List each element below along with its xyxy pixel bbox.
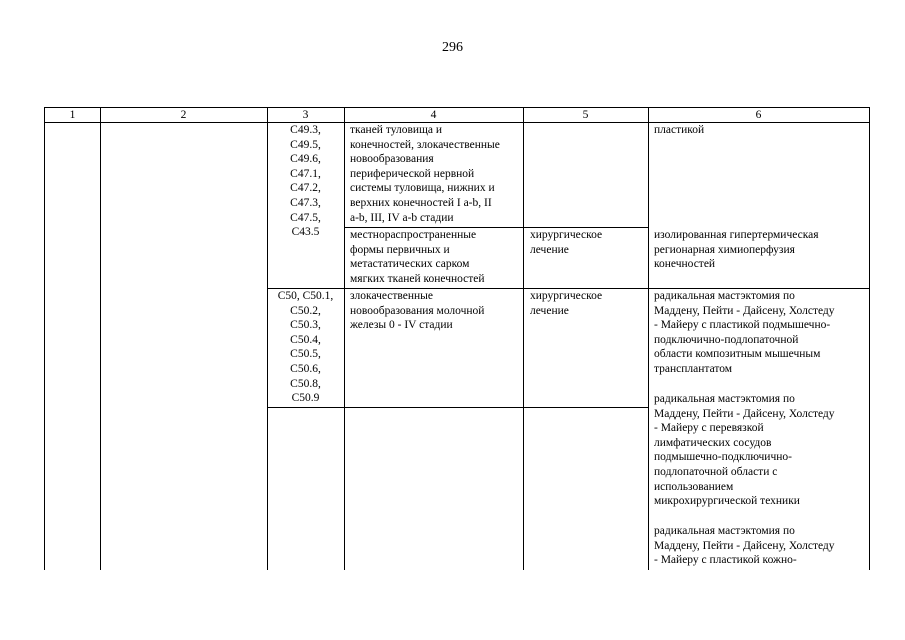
code-line: C50.9 [291, 392, 320, 405]
code-line: C47.5, [290, 211, 321, 224]
text-line: лечение [530, 304, 569, 317]
text-line: Маддену, Пейти - Дайсену, Холстеду [654, 539, 835, 552]
disease-cell [350, 289, 522, 333]
code-line: C47.1, [290, 167, 321, 180]
text-line: тканей туловища и [350, 124, 443, 136]
text-line: конечностей [654, 258, 716, 271]
text-line: - Майеру с пластикой кожно- [654, 554, 797, 567]
header-col-3: 3 [302, 109, 309, 121]
code-line: C43.5 [291, 226, 320, 239]
code-line: C50.5, [290, 348, 321, 361]
col-divider [100, 108, 101, 570]
text-line: - Майеру с перевязкой [654, 422, 764, 435]
text-line: конечностей, злокачественные [350, 138, 500, 151]
method-cell [654, 228, 866, 272]
header-col-1: 1 [69, 109, 76, 121]
text-line: регионарная химиоперфузия [654, 243, 795, 256]
code-line: C50.6, [290, 362, 321, 375]
treatment-cell [530, 289, 647, 318]
disease-cell [350, 228, 522, 286]
col-divider [344, 108, 345, 570]
header-col-2: 2 [180, 109, 187, 121]
treatment-cell [530, 228, 647, 257]
code-line: C50, C50.1, [277, 290, 334, 302]
text-line: лимфатических сосудов [654, 436, 772, 449]
code-line: C49.5, [290, 138, 321, 151]
text-line: лечение [530, 243, 569, 256]
code-line: C50.2, [290, 304, 321, 317]
code-line: C47.3, [290, 196, 321, 209]
text-line: микрохирургической техники [654, 495, 800, 508]
method-cell [654, 392, 866, 509]
disease-cell [350, 123, 522, 225]
page-number: 296 [442, 40, 463, 55]
code-line: C49.3, [290, 124, 321, 136]
text-line: хирургическое [530, 290, 603, 302]
text-line: мягких тканей конечностей [350, 272, 485, 285]
codes-cell [267, 123, 344, 240]
text-line: использованием [654, 480, 734, 493]
data-table [44, 107, 870, 570]
code-line: C50.3, [290, 319, 321, 332]
text-line: подмышечно-подключично- [654, 451, 792, 464]
text-line: радикальная мастэктомия по [654, 525, 795, 537]
code-line: C50.8, [290, 377, 321, 390]
col-divider [523, 108, 524, 570]
text-line: новообразования [350, 153, 434, 166]
text-line: верхних конечностей I a-b, II [350, 196, 492, 209]
header-col-5: 5 [582, 109, 589, 121]
text-line: радикальная мастэктомия по [654, 393, 795, 405]
text-line: новообразования молочной [350, 304, 485, 317]
text-line: формы первичных и [350, 243, 450, 256]
method-cell [654, 524, 866, 568]
col-divider [648, 108, 649, 570]
text-line: трансплантатом [654, 362, 733, 375]
code-line: C50.4, [290, 333, 321, 346]
text-line: Маддену, Пейти - Дайсену, Холстеду [654, 407, 835, 420]
code-line: C47.2, [290, 182, 321, 195]
header-col-4: 4 [430, 109, 437, 121]
text-line: злокачественные [350, 290, 433, 302]
method-cell [654, 289, 866, 377]
text-line: a-b, III, IV a-b стадии [350, 211, 454, 224]
text-line: Маддену, Пейти - Дайсену, Холстеду [654, 304, 835, 317]
code-line: C49.6, [290, 153, 321, 166]
text-line: - Майеру с пластикой подмышечно- [654, 319, 831, 332]
text-line: метастатических сарком [350, 258, 470, 271]
text-line: хирургическое [530, 229, 603, 241]
text-line: подключично-подлопаточной [654, 333, 799, 346]
text-line: пластикой [654, 124, 705, 136]
text-line: местнораспространенные [350, 229, 477, 241]
method-cell [654, 123, 866, 138]
text-line: изолированная гипертермическая [654, 229, 819, 241]
text-line: периферической нервной [350, 167, 475, 180]
codes-cell [267, 289, 344, 406]
text-line: области композитным мышечным [654, 348, 821, 361]
text-line: железы 0 - IV стадии [350, 319, 453, 332]
text-line: радикальная мастэктомия по [654, 290, 795, 302]
text-line: системы туловища, нижних и [350, 182, 495, 195]
text-line: подлопаточной области с [654, 465, 778, 478]
header-col-6: 6 [755, 109, 762, 121]
row-divider [267, 407, 648, 408]
